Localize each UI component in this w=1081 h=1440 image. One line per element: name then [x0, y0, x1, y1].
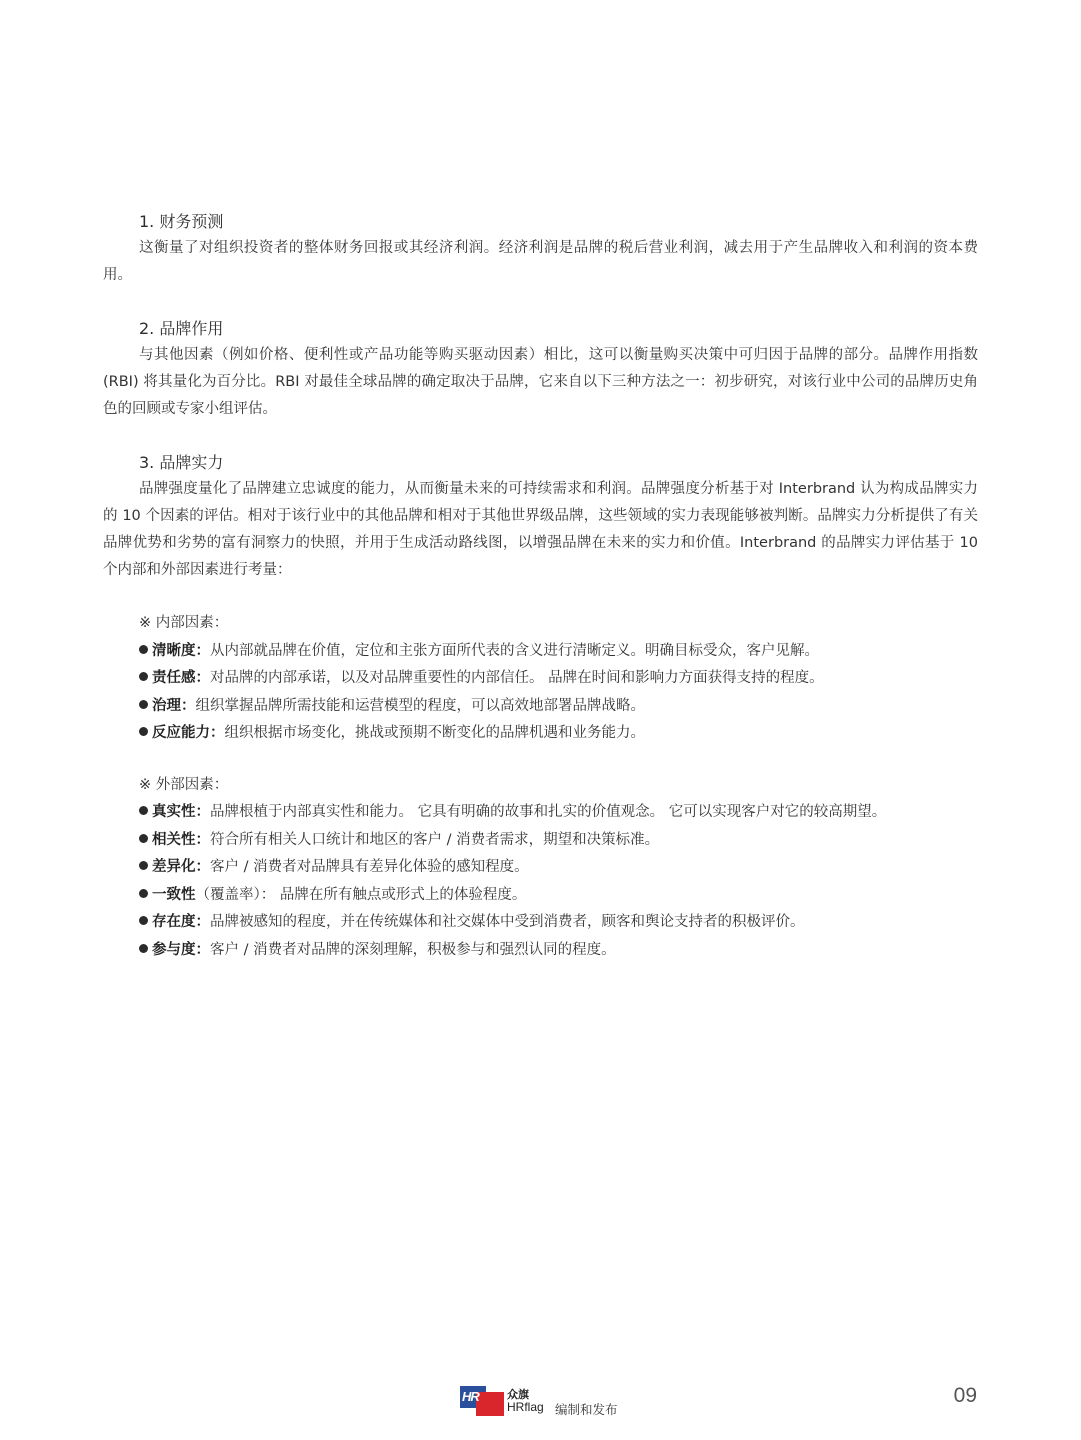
group-title: ※ 内部因素： [139, 615, 229, 631]
factor-desc: 品牌根植于内部真实性和能力。 它具有明确的故事和扎实的价值观念。 它可以实现客户对它的较高期望。 [210, 804, 887, 820]
section-title: 1. 财务预测 [139, 212, 224, 231]
bullet-icon [139, 834, 148, 843]
logo-red-block [476, 1392, 504, 1416]
factor-desc: 组织根据市场变化，挑战或预期不断变化的品牌机遇和业务能力。 [224, 725, 645, 741]
list-item [139, 799, 978, 827]
document-body [103, 208, 978, 988]
page-number: 09 [953, 1384, 977, 1407]
list-item [139, 665, 978, 693]
factor-desc: 组织掌握品牌所需技能和运营模型的程度，可以高效地部署品牌战略。 [195, 697, 645, 714]
paragraph: 这衡量了对组织投资者的整体财务回报或其经济利润。经济利润是品牌的税后营业利润，减去用于产生品牌收入和利润的资本费用。 [103, 240, 978, 283]
paragraph: 与其他因素（例如价格、便利性或产品功能等购买驱动因素）相比，这可以衡量购买决策中可归因于品牌的部分。品牌作用指数 (RBI) 将其量化为百分比。RBI 对最佳全球品牌的确定取决于品牌，它来自以下三种方法之一：初步研究，对该行业中公司的品牌历史角色的回顾或专家小组评估。 [103, 347, 978, 417]
factor-desc: 符合所有相关人口统计和地区的客户 / 消费者需求，期望和决策标准。 [210, 831, 660, 848]
list-item [139, 827, 978, 855]
hrflag-logo-icon [460, 1386, 504, 1416]
factor-term: 真实性： [152, 804, 210, 820]
factor-term: 治理： [152, 697, 196, 714]
factor-term: 责任感： [152, 670, 210, 686]
brand-name-en: HRflag [507, 1400, 544, 1414]
factor-desc: 品牌被感知的程度，并在传统媒体和社交媒体中受到消费者，顾客和舆论支持者的积极评价。 [210, 914, 805, 930]
bullet-icon [139, 861, 148, 870]
list-item [139, 638, 978, 666]
page-footer [0, 1380, 1081, 1420]
list-item [139, 882, 978, 910]
factor-term: 存在度： [152, 914, 210, 930]
section-brand-strength [103, 449, 978, 584]
factor-desc: 对品牌的内部承诺，以及对品牌重要性的内部信任。 品牌在时间和影响力方面获得支持的程度。 [210, 670, 824, 686]
bullet-icon [139, 727, 148, 736]
bullet-icon [139, 944, 148, 953]
factor-term: 清晰度： [152, 642, 210, 659]
factor-desc: 客户 / 消费者对品牌的深刻理解，积极参与和强烈认同的程度。 [210, 941, 616, 958]
list-item [139, 693, 978, 721]
paragraph: 品牌强度量化了品牌建立忠诚度的能力，从而衡量未来的可持续需求和利润。品牌强度分析基于对 Interbrand 认为构成品牌实力的 10 个因素的评估。相对于该行业中的其他品牌和相对于其他世界级品牌，这些领域的实力表现能够被判断。品牌实力分析提供了有关品牌优势和劣势的富有洞察力的快照，并用于生成活动路线图，以增强品牌在未来的实力和价值。Interbrand 的品牌实力评估基于 10 个内部和外部因素进行考量： [103, 481, 978, 578]
factor-term: 相关性： [152, 831, 210, 848]
section-title: 2. 品牌作用 [139, 319, 224, 338]
list-item [139, 937, 978, 965]
list-item [139, 720, 978, 748]
bullet-icon [139, 672, 148, 681]
bullet-icon [139, 700, 148, 709]
group-title: ※ 外部因素： [139, 776, 229, 793]
bullet-icon [139, 889, 148, 898]
factor-term: 差异化： [152, 859, 210, 875]
factor-term: 一致性 [152, 886, 196, 903]
logo-mark: HR [462, 1389, 479, 1404]
factor-desc: （覆盖率）： 品牌在所有触点或形式上的体验程度。 [195, 886, 527, 903]
list-item [139, 909, 978, 937]
external-factors [103, 772, 978, 965]
section-brand-role [103, 315, 978, 423]
publisher-label: 编制和发布 [555, 1402, 618, 1417]
list-item [139, 854, 978, 882]
section-financial-forecast [103, 208, 978, 289]
bullet-icon [139, 645, 148, 654]
factor-term: 参与度： [152, 941, 210, 958]
brand-name-cn: 众旗 [507, 1388, 529, 1401]
factor-term: 反应能力： [152, 725, 225, 741]
section-title: 3. 品牌实力 [139, 453, 224, 472]
bullet-icon [139, 916, 148, 925]
internal-factors [103, 610, 978, 748]
bullet-icon [139, 806, 148, 815]
factor-desc: 客户 / 消费者对品牌具有差异化体验的感知程度。 [210, 859, 529, 875]
factor-desc: 从内部就品牌在价值，定位和主张方面所代表的含义进行清晰定义。明确目标受众，客户见解。 [210, 642, 819, 659]
